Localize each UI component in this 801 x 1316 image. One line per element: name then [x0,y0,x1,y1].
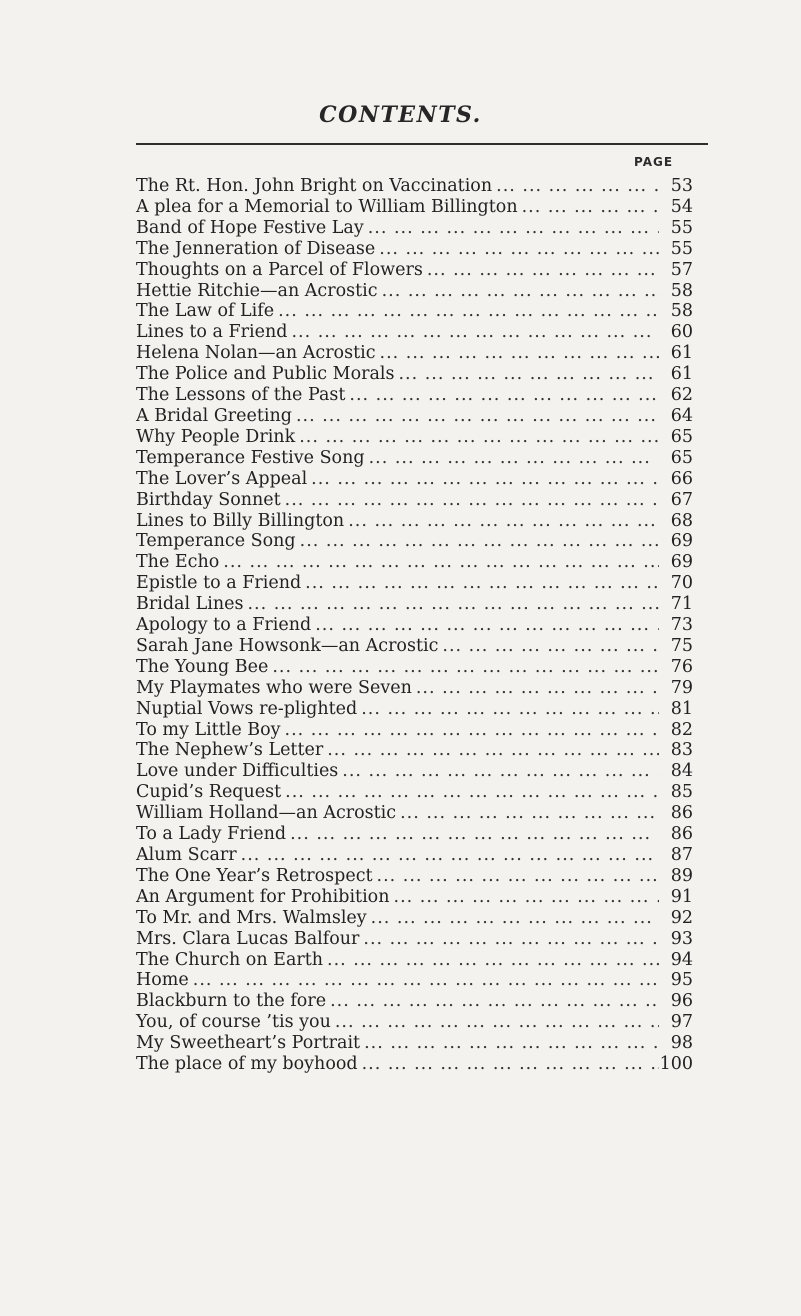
toc-entry [136,761,693,782]
page-heading: CONTENTS. [319,102,482,128]
toc-entry-title: The Police and Public Morals [136,364,395,385]
toc-entry-title: A plea for a Memorial to William Billington [136,196,518,217]
toc-entry-title: The Echo [136,552,220,573]
toc-entry-page: 86 [670,803,693,824]
toc-entry-page: 95 [670,970,693,991]
dot-leader [327,950,659,971]
toc-entry [136,887,693,908]
toc-entry-title: An Argument for Prohibition [136,886,390,907]
dot-leader [380,343,659,364]
toc-entry-title: Home [136,970,189,991]
dot-leader [330,991,659,1012]
toc-entry-page: 68 [670,510,693,531]
dot-leader [362,1054,659,1075]
toc-entry-page: 86 [670,824,693,845]
toc-entry [136,866,693,887]
toc-entry-page: 60 [670,322,693,343]
toc-entry-page: 73 [670,615,693,636]
toc-entry [136,552,693,573]
toc-entry [136,406,693,427]
toc-entry [136,573,693,594]
toc-entry-page: 87 [670,845,693,865]
toc-entry-page: 69 [670,531,693,552]
toc-entry-title: Epistle to a Friend [136,573,302,594]
toc-entry-page: 67 [670,489,693,510]
toc-entry-page: 57 [670,259,693,280]
dot-leader [442,636,659,657]
toc-entry-page: 98 [670,1033,693,1054]
toc-entry-title: Hettie Ritchie—an Acrostic [136,280,378,301]
toc-entry-title: Lines to a Friend [136,322,288,343]
toc-entry-page: 94 [670,949,693,970]
toc-entry-page: 69 [670,552,693,573]
toc-entry [136,490,693,511]
toc-entry-title: You, of course ’tis you [136,1012,331,1033]
page-column-label: PAGE [634,155,674,169]
toc-entry-title: William Holland—an Acrostic [136,803,397,824]
toc-entry-title: Temperance Song [136,531,296,552]
toc-entry [136,699,693,720]
dot-leader [285,490,659,511]
toc-entry [136,218,693,239]
toc-entry [136,970,693,991]
toc-entry-page: 64 [670,405,693,426]
dot-leader [382,281,659,302]
toc-entry-page: 92 [670,907,693,928]
toc-entry-page: 82 [670,719,693,740]
dot-leader [400,803,659,824]
dot-leader [371,908,659,929]
dot-leader [349,385,659,406]
toc-entry [136,511,693,532]
toc-entry-title: Blackburn to the fore [136,991,327,1012]
toc-entry-page: 65 [670,426,693,447]
dot-leader [278,301,659,322]
dot-leader [348,511,659,532]
toc-entry-title: Apology to a Friend [136,615,312,636]
toc-entry-title: Helena Nolan—an Acrostic [136,343,376,364]
toc-entry-title: The One Year’s Retrospect [136,865,373,886]
toc-entry [136,657,693,678]
dot-leader [361,699,659,720]
toc-entry-title: A Bridal Greeting [136,405,292,426]
toc-entry-title: Alum Scarr [136,845,237,865]
toc-entry-page: 91 [670,886,693,907]
toc-entry-page: 61 [670,343,693,364]
toc-entry-title: To Mr. and Mrs. Walmsley [136,907,367,928]
dot-leader [290,824,659,845]
dot-leader [247,594,659,615]
dot-leader [272,657,659,678]
toc-entry-title: Mrs. Clara Lucas Balfour [136,928,360,949]
dot-leader [369,448,659,469]
toc-entry-page: 83 [670,740,693,761]
heading-rule [136,143,708,145]
toc-entry-title: To a Lady Friend [136,824,287,845]
toc-entry [136,636,693,657]
toc-entry-title: To my Little Boy [136,719,281,740]
toc-entry-page: 81 [670,698,693,719]
dot-leader [296,406,659,427]
toc-entry-page: 100 [659,1054,693,1075]
toc-entry-title: My Sweetheart’s Portrait [136,1033,361,1054]
toc-entry-page: 84 [670,761,693,782]
toc-entry-page: 62 [670,385,693,406]
toc-entry-page: 55 [670,217,693,238]
toc-entry [136,950,693,971]
toc-entry [136,803,693,824]
toc-entry-page: 65 [670,447,693,468]
toc-entry [136,824,693,845]
toc-entry-page: 71 [670,594,693,615]
dot-leader [285,782,659,803]
toc-entry-title: Thoughts on a Parcel of Flowers [136,259,423,280]
dot-leader [305,573,659,594]
toc-entry-title: Why People Drink [136,426,296,447]
toc-entry [136,469,693,490]
toc-entry-title: The Church on Earth [136,949,324,970]
toc-entry [136,594,693,615]
table-of-contents [136,176,693,1075]
toc-entry-title: Love under Difficulties [136,761,339,782]
dot-leader [299,427,659,448]
toc-entry [136,176,693,197]
toc-entry [136,260,693,281]
dot-leader [335,1012,659,1033]
dot-leader [285,720,659,741]
toc-entry [136,720,693,741]
toc-entry-title: The Young Bee [136,656,269,677]
toc-entry [136,343,693,364]
dot-leader [223,552,659,573]
toc-entry [136,197,693,218]
toc-entry-title: Bridal Lines [136,594,244,615]
toc-entry-page: 76 [670,656,693,677]
toc-entry-page: 58 [670,280,693,301]
toc-entry [136,1033,693,1054]
toc-entry-page: 93 [670,928,693,949]
toc-entry-title: The place of my boyhood [136,1054,358,1075]
dot-leader [368,218,659,239]
dot-leader [427,260,659,281]
toc-entry [136,991,693,1012]
toc-entry [136,239,693,260]
toc-entry-title: Temperance Festive Song [136,447,365,468]
toc-entry-page: 55 [670,238,693,259]
toc-entry [136,385,693,406]
toc-entry [136,615,693,636]
toc-entry [136,845,693,866]
toc-entry-title: The Lessons of the Past [136,385,346,406]
dot-leader [193,970,659,991]
dot-leader [394,887,660,908]
toc-entry [136,281,693,302]
toc-entry [136,1012,693,1033]
dot-leader [496,176,659,197]
toc-entry-page: 96 [670,991,693,1012]
dot-leader [300,531,659,552]
dot-leader [342,761,659,782]
toc-entry [136,929,693,950]
toc-entry-title: Band of Hope Festive Lay [136,217,364,238]
toc-entry-title: Nuptial Vows re-plighted [136,698,358,719]
toc-entry-title: Birthday Sonnet [136,489,281,510]
toc-entry-page: 85 [670,782,693,803]
toc-entry-page: 54 [670,196,693,217]
toc-entry [136,531,693,552]
toc-entry [136,364,693,385]
toc-entry-page: 97 [670,1012,693,1033]
toc-entry [136,301,693,322]
dot-leader [416,678,659,699]
toc-entry-page: 61 [670,364,693,385]
toc-entry-title: The Rt. Hon. John Bright on Vaccination [136,176,493,196]
toc-entry [136,908,693,929]
dot-leader [315,615,659,636]
toc-entry-title: My Playmates who were Seven [136,677,412,698]
dot-leader [522,197,659,218]
toc-entry [136,448,693,469]
toc-entry-page: 53 [670,176,693,196]
dot-leader [377,866,659,887]
toc-entry-title: The Nephew’s Letter [136,740,324,761]
dot-leader [379,239,659,260]
toc-entry-page: 75 [670,635,693,656]
toc-entry [136,1054,693,1075]
toc-entry-page: 79 [670,677,693,698]
toc-entry-title: Cupid’s Request [136,782,282,803]
toc-entry [136,740,693,761]
toc-entry-title: Lines to Billy Billington [136,510,345,531]
toc-entry [136,782,693,803]
toc-entry-title: The Jenneration of Disease [136,238,376,259]
toc-entry-page: 58 [670,301,693,322]
toc-entry-page: 66 [670,468,693,489]
dot-leader [363,929,659,950]
dot-leader [398,364,659,385]
toc-entry [136,678,693,699]
dot-leader [241,845,659,866]
dot-leader [311,469,659,490]
dot-leader [327,740,659,761]
toc-entry-title: The Law of Life [136,301,275,322]
dot-leader [291,322,659,343]
toc-entry-title: The Lover’s Appeal [136,468,308,489]
toc-entry [136,322,693,343]
toc-entry-title: Sarah Jane Howsonk—an Acrostic [136,635,439,656]
toc-entry [136,427,693,448]
toc-entry-page: 70 [670,573,693,594]
toc-entry-page: 89 [670,865,693,886]
dot-leader [364,1033,659,1054]
